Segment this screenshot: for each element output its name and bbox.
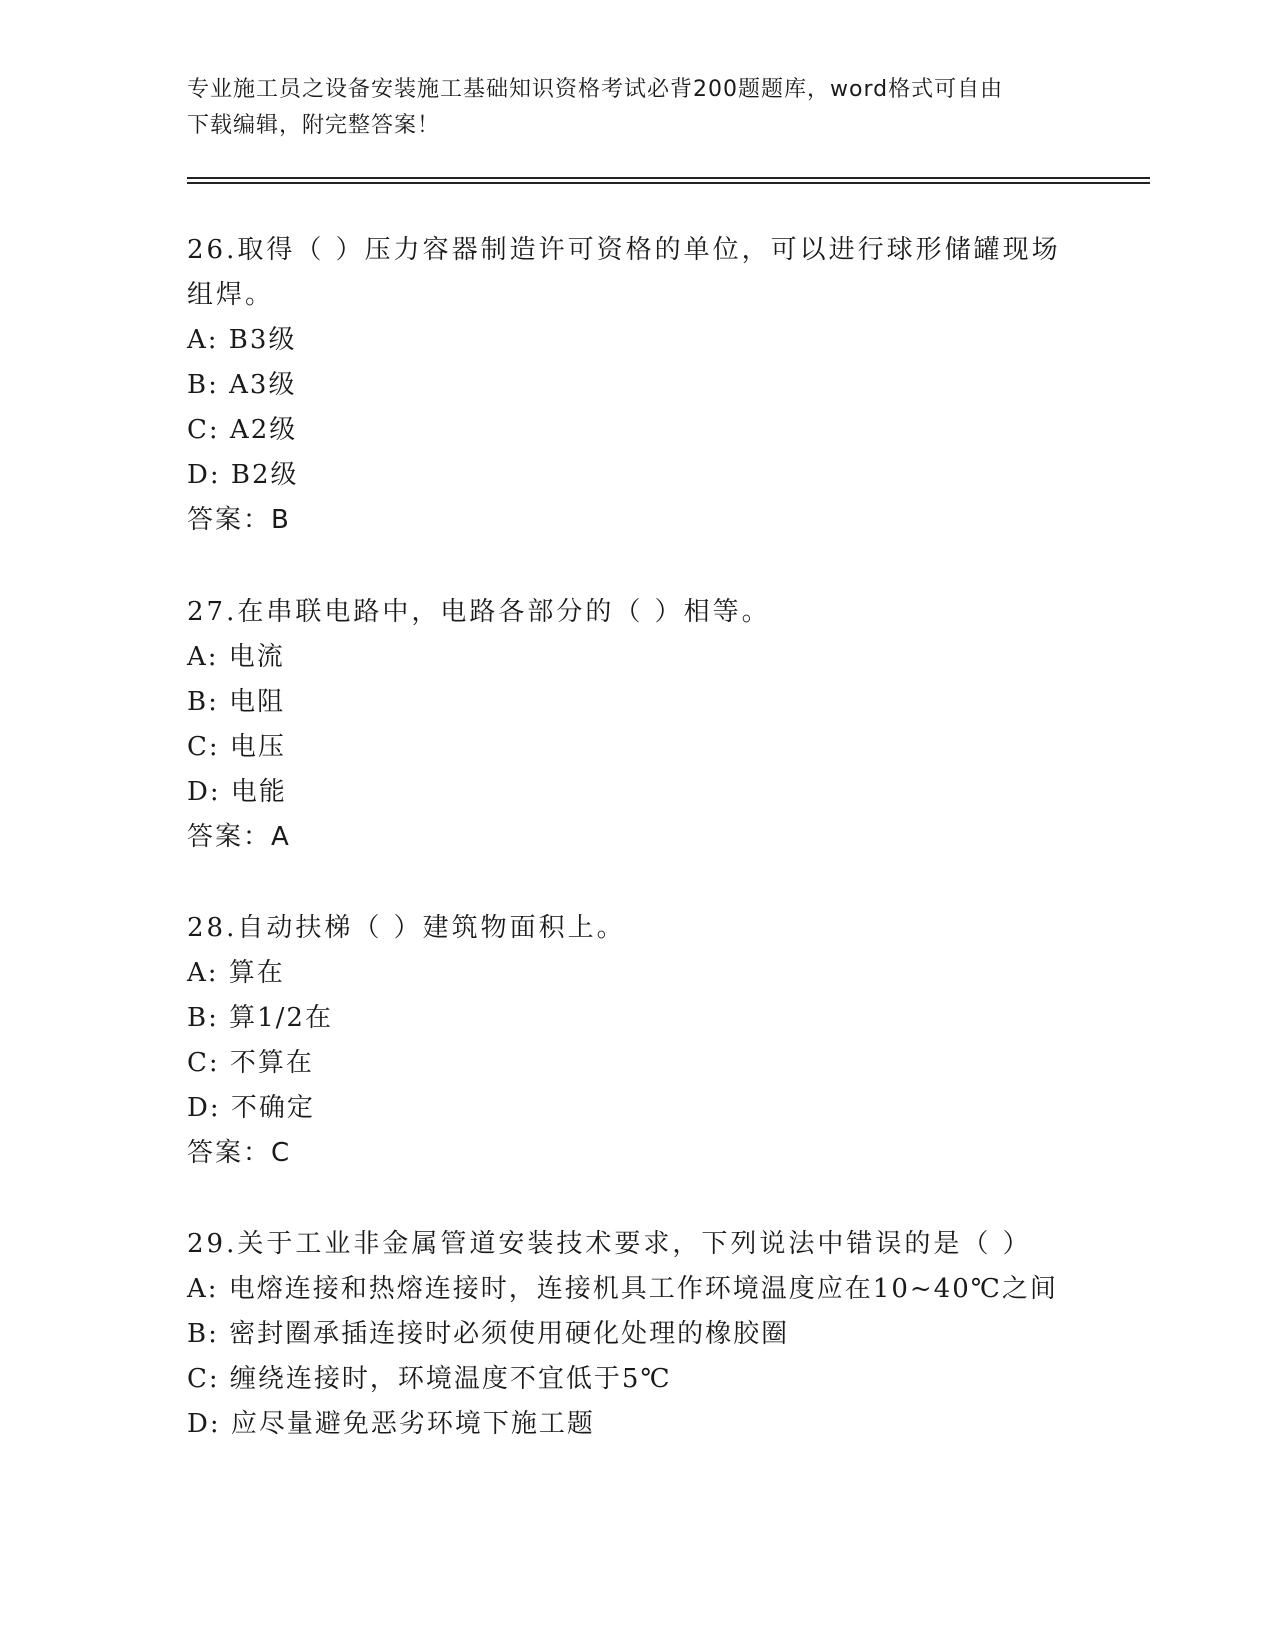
option-b: B: 算1/2在 (187, 1003, 333, 1033)
option-b: B: A3级 (187, 370, 297, 400)
option-a: A: 算在 (187, 958, 285, 988)
header-line-2: 下载编辑，附完整答案！ (187, 113, 441, 138)
option-a: A: 电流 (187, 642, 285, 672)
option-c: C: 电压 (187, 732, 286, 762)
option-d: D: 不确定 (187, 1093, 315, 1123)
option-d: D: B2级 (187, 460, 299, 490)
question-stem-line-1: 29.关于工业非金属管道安装技术要求，下列说法中错误的是（ ） (187, 1229, 1032, 1259)
option-c: C: A2级 (187, 415, 298, 445)
option-b: B: 电阻 (187, 687, 286, 717)
question-stem-line-1: 28.自动扶梯（ ）建筑物面积上。 (187, 913, 626, 943)
answer: 答案：A (187, 822, 291, 852)
header-divider-top (187, 177, 1150, 179)
document-header (187, 72, 1067, 144)
question-stem-line-1: 26.取得（ ）压力容器制造许可资格的单位，可以进行球形储罐现场 (187, 235, 1061, 265)
question-28 (187, 906, 1067, 1176)
option-c: C: 缠绕连接时，环境温度不宜低于5℃ (187, 1364, 672, 1394)
answer: 答案：C (187, 1138, 292, 1168)
option-d: D: 应尽量避免恶劣环境下施工题 (187, 1409, 595, 1439)
option-d: D: 电能 (187, 777, 287, 807)
header-divider-bottom (187, 182, 1150, 184)
option-a: A: B3级 (187, 325, 297, 355)
question-stem-line-1: 27.在串联电路中，电路各部分的（ ）相等。 (187, 597, 771, 627)
option-a: A: 电熔连接和热熔连接时，连接机具工作环境温度应在10~40℃之间 (187, 1274, 1058, 1304)
answer: 答案：B (187, 505, 291, 535)
question-26 (187, 228, 1067, 543)
question-stem-line-2: 组焊。 (187, 280, 275, 310)
header-line-1: 专业施工员之设备安装施工基础知识资格考试必背200题题库，word格式可自由 (187, 77, 1004, 102)
question-27 (187, 590, 1067, 860)
question-29 (187, 1222, 1067, 1447)
option-b: B: 密封圈承插连接时必须使用硬化处理的橡胶圈 (187, 1319, 790, 1349)
option-c: C: 不算在 (187, 1048, 314, 1078)
